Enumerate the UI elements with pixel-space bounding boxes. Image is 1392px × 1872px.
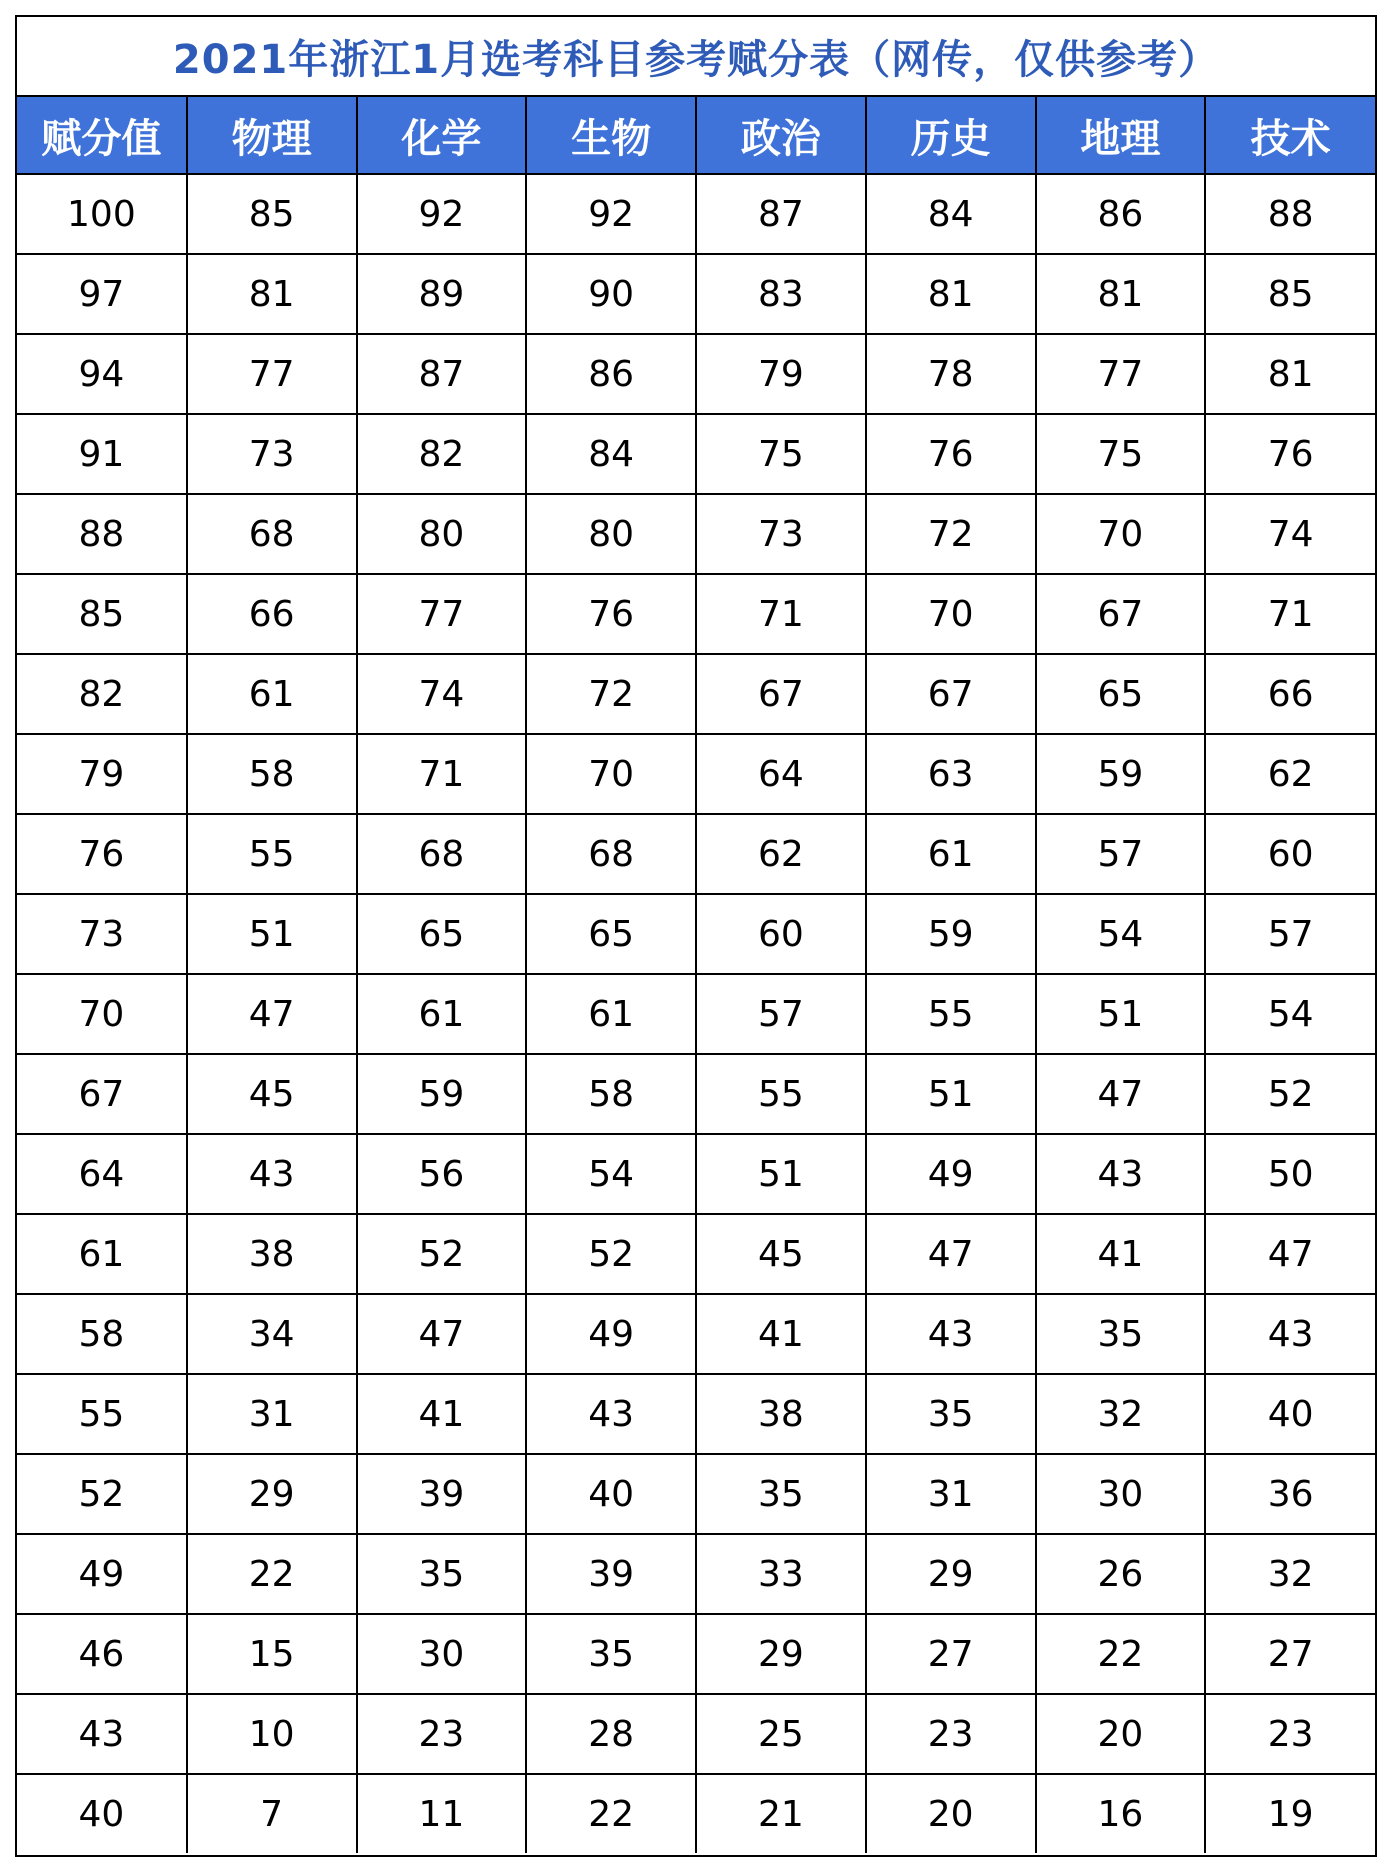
raw-score-cell: 49 (526, 1294, 696, 1374)
score-value-cell: 55 (17, 1374, 187, 1454)
raw-score-cell: 81 (1036, 254, 1206, 334)
raw-score-cell: 68 (187, 494, 357, 574)
raw-score-cell: 32 (1036, 1374, 1206, 1454)
raw-score-cell: 10 (187, 1694, 357, 1774)
raw-score-cell: 50 (1205, 1134, 1375, 1214)
raw-score-cell: 67 (696, 654, 866, 734)
raw-score-cell: 20 (866, 1774, 1036, 1853)
raw-score-cell: 67 (866, 654, 1036, 734)
table-row (17, 1774, 1375, 1853)
score-value-cell: 58 (17, 1294, 187, 1374)
raw-score-cell: 68 (357, 814, 527, 894)
raw-score-cell: 23 (357, 1694, 527, 1774)
raw-score-cell: 23 (1205, 1694, 1375, 1774)
raw-score-cell: 54 (526, 1134, 696, 1214)
raw-score-cell: 58 (187, 734, 357, 814)
raw-score-cell: 57 (1205, 894, 1375, 974)
table-row (17, 1214, 1375, 1294)
raw-score-cell: 59 (866, 894, 1036, 974)
raw-score-cell: 49 (866, 1134, 1036, 1214)
raw-score-cell: 21 (696, 1774, 866, 1853)
raw-score-cell: 63 (866, 734, 1036, 814)
raw-score-cell: 71 (357, 734, 527, 814)
raw-score-cell: 35 (357, 1534, 527, 1614)
score-value-cell: 64 (17, 1134, 187, 1214)
raw-score-cell: 81 (187, 254, 357, 334)
raw-score-cell: 51 (866, 1054, 1036, 1134)
raw-score-cell: 82 (357, 414, 527, 494)
column-header: 地理 (1036, 97, 1206, 174)
score-value-cell: 76 (17, 814, 187, 894)
raw-score-cell: 28 (526, 1694, 696, 1774)
score-table-sheet (15, 15, 1377, 1857)
score-value-cell: 100 (17, 174, 187, 254)
raw-score-cell: 43 (187, 1134, 357, 1214)
raw-score-cell: 90 (526, 254, 696, 334)
raw-score-cell: 39 (357, 1454, 527, 1534)
raw-score-cell: 80 (357, 494, 527, 574)
raw-score-cell: 43 (526, 1374, 696, 1454)
raw-score-cell: 70 (526, 734, 696, 814)
raw-score-cell: 88 (1205, 174, 1375, 254)
raw-score-cell: 61 (357, 974, 527, 1054)
table-row (17, 1614, 1375, 1694)
column-header: 化学 (357, 97, 527, 174)
raw-score-cell: 35 (526, 1614, 696, 1694)
raw-score-cell: 26 (1036, 1534, 1206, 1614)
raw-score-cell: 47 (357, 1294, 527, 1374)
raw-score-cell: 41 (357, 1374, 527, 1454)
raw-score-cell: 22 (1036, 1614, 1206, 1694)
raw-score-cell: 74 (1205, 494, 1375, 574)
raw-score-cell: 60 (1205, 814, 1375, 894)
raw-score-cell: 65 (1036, 654, 1206, 734)
score-value-cell: 97 (17, 254, 187, 334)
score-value-cell: 70 (17, 974, 187, 1054)
raw-score-cell: 71 (1205, 574, 1375, 654)
score-value-cell: 85 (17, 574, 187, 654)
raw-score-cell: 61 (187, 654, 357, 734)
raw-score-cell: 38 (187, 1214, 357, 1294)
score-value-cell: 46 (17, 1614, 187, 1694)
raw-score-cell: 51 (696, 1134, 866, 1214)
raw-score-cell: 45 (187, 1054, 357, 1134)
raw-score-cell: 65 (526, 894, 696, 974)
raw-score-cell: 25 (696, 1694, 866, 1774)
column-header: 政治 (696, 97, 866, 174)
raw-score-cell: 67 (1036, 574, 1206, 654)
raw-score-cell: 54 (1205, 974, 1375, 1054)
raw-score-cell: 29 (866, 1534, 1036, 1614)
raw-score-cell: 59 (357, 1054, 527, 1134)
raw-score-cell: 41 (696, 1294, 866, 1374)
raw-score-cell: 75 (696, 414, 866, 494)
raw-score-cell: 39 (526, 1534, 696, 1614)
raw-score-cell: 87 (357, 334, 527, 414)
score-value-cell: 43 (17, 1694, 187, 1774)
raw-score-cell: 68 (526, 814, 696, 894)
raw-score-cell: 85 (1205, 254, 1375, 334)
score-value-cell: 94 (17, 334, 187, 414)
raw-score-cell: 43 (1205, 1294, 1375, 1374)
table-row (17, 974, 1375, 1054)
table-title: 2021年浙江1月选考科目参考赋分表（网传，仅供参考） (17, 17, 1375, 97)
score-value-cell: 49 (17, 1534, 187, 1614)
raw-score-cell: 72 (866, 494, 1036, 574)
raw-score-cell: 81 (1205, 334, 1375, 414)
raw-score-cell: 72 (526, 654, 696, 734)
raw-score-cell: 76 (1205, 414, 1375, 494)
table-row (17, 734, 1375, 814)
score-value-cell: 91 (17, 414, 187, 494)
raw-score-cell: 40 (526, 1454, 696, 1534)
raw-score-cell: 64 (696, 734, 866, 814)
table-row (17, 1694, 1375, 1774)
table-row (17, 414, 1375, 494)
raw-score-cell: 34 (187, 1294, 357, 1374)
raw-score-cell: 54 (1036, 894, 1206, 974)
score-value-cell: 40 (17, 1774, 187, 1853)
raw-score-cell: 45 (696, 1214, 866, 1294)
raw-score-cell: 30 (1036, 1454, 1206, 1534)
raw-score-cell: 77 (1036, 334, 1206, 414)
raw-score-cell: 78 (866, 334, 1036, 414)
raw-score-cell: 47 (1205, 1214, 1375, 1294)
raw-score-cell: 47 (866, 1214, 1036, 1294)
table-row (17, 1294, 1375, 1374)
raw-score-cell: 56 (357, 1134, 527, 1214)
score-value-cell: 79 (17, 734, 187, 814)
table-row (17, 494, 1375, 574)
table-row (17, 654, 1375, 734)
raw-score-cell: 87 (696, 174, 866, 254)
score-value-cell: 82 (17, 654, 187, 734)
raw-score-cell: 31 (187, 1374, 357, 1454)
table-body (17, 174, 1375, 1853)
raw-score-cell: 47 (187, 974, 357, 1054)
raw-score-cell: 41 (1036, 1214, 1206, 1294)
table-row (17, 574, 1375, 654)
raw-score-cell: 76 (526, 574, 696, 654)
raw-score-cell: 60 (696, 894, 866, 974)
raw-score-cell: 51 (1036, 974, 1206, 1054)
raw-score-cell: 51 (187, 894, 357, 974)
raw-score-cell: 75 (1036, 414, 1206, 494)
column-header: 物理 (187, 97, 357, 174)
raw-score-cell: 85 (187, 174, 357, 254)
raw-score-cell: 61 (866, 814, 1036, 894)
column-header: 生物 (526, 97, 696, 174)
raw-score-cell: 59 (1036, 734, 1206, 814)
raw-score-cell: 36 (1205, 1454, 1375, 1534)
raw-score-cell: 32 (1205, 1534, 1375, 1614)
raw-score-cell: 92 (526, 174, 696, 254)
raw-score-cell: 92 (357, 174, 527, 254)
raw-score-cell: 80 (526, 494, 696, 574)
raw-score-cell: 52 (357, 1214, 527, 1294)
raw-score-cell: 35 (866, 1374, 1036, 1454)
raw-score-cell: 58 (526, 1054, 696, 1134)
raw-score-cell: 57 (696, 974, 866, 1054)
raw-score-cell: 16 (1036, 1774, 1206, 1853)
raw-score-cell: 55 (187, 814, 357, 894)
raw-score-cell: 62 (1205, 734, 1375, 814)
raw-score-cell: 29 (187, 1454, 357, 1534)
table-row (17, 1534, 1375, 1614)
table-row (17, 254, 1375, 334)
raw-score-cell: 73 (187, 414, 357, 494)
raw-score-cell: 77 (187, 334, 357, 414)
raw-score-cell: 29 (696, 1614, 866, 1694)
raw-score-cell: 47 (1036, 1054, 1206, 1134)
raw-score-cell: 66 (1205, 654, 1375, 734)
score-value-cell: 61 (17, 1214, 187, 1294)
column-header: 历史 (866, 97, 1036, 174)
raw-score-cell: 66 (187, 574, 357, 654)
table-row (17, 174, 1375, 254)
raw-score-cell: 22 (187, 1534, 357, 1614)
column-header: 赋分值 (17, 97, 187, 174)
raw-score-cell: 43 (1036, 1134, 1206, 1214)
score-value-cell: 88 (17, 494, 187, 574)
raw-score-cell: 7 (187, 1774, 357, 1853)
raw-score-cell: 35 (696, 1454, 866, 1534)
raw-score-cell: 30 (357, 1614, 527, 1694)
raw-score-cell: 52 (526, 1214, 696, 1294)
raw-score-cell: 38 (696, 1374, 866, 1454)
score-value-cell: 52 (17, 1454, 187, 1534)
table-row (17, 1054, 1375, 1134)
raw-score-cell: 84 (866, 174, 1036, 254)
raw-score-cell: 77 (357, 574, 527, 654)
table-row (17, 894, 1375, 974)
raw-score-cell: 86 (526, 334, 696, 414)
table-row (17, 814, 1375, 894)
raw-score-cell: 57 (1036, 814, 1206, 894)
raw-score-cell: 76 (866, 414, 1036, 494)
header-row (17, 97, 1375, 174)
raw-score-cell: 71 (696, 574, 866, 654)
table-row (17, 1454, 1375, 1534)
raw-score-cell: 15 (187, 1614, 357, 1694)
raw-score-cell: 89 (357, 254, 527, 334)
score-value-cell: 73 (17, 894, 187, 974)
raw-score-cell: 70 (1036, 494, 1206, 574)
raw-score-cell: 35 (1036, 1294, 1206, 1374)
raw-score-cell: 79 (696, 334, 866, 414)
raw-score-cell: 27 (866, 1614, 1036, 1694)
raw-score-cell: 55 (866, 974, 1036, 1054)
table-row (17, 334, 1375, 414)
raw-score-cell: 52 (1205, 1054, 1375, 1134)
score-conversion-table (17, 97, 1375, 1853)
raw-score-cell: 83 (696, 254, 866, 334)
score-value-cell: 67 (17, 1054, 187, 1134)
raw-score-cell: 22 (526, 1774, 696, 1853)
raw-score-cell: 20 (1036, 1694, 1206, 1774)
table-row (17, 1134, 1375, 1214)
raw-score-cell: 61 (526, 974, 696, 1054)
raw-score-cell: 70 (866, 574, 1036, 654)
raw-score-cell: 84 (526, 414, 696, 494)
raw-score-cell: 43 (866, 1294, 1036, 1374)
raw-score-cell: 73 (696, 494, 866, 574)
raw-score-cell: 11 (357, 1774, 527, 1853)
raw-score-cell: 19 (1205, 1774, 1375, 1853)
raw-score-cell: 74 (357, 654, 527, 734)
raw-score-cell: 86 (1036, 174, 1206, 254)
raw-score-cell: 62 (696, 814, 866, 894)
raw-score-cell: 23 (866, 1694, 1036, 1774)
raw-score-cell: 81 (866, 254, 1036, 334)
raw-score-cell: 33 (696, 1534, 866, 1614)
column-header: 技术 (1205, 97, 1375, 174)
raw-score-cell: 65 (357, 894, 527, 974)
raw-score-cell: 27 (1205, 1614, 1375, 1694)
raw-score-cell: 40 (1205, 1374, 1375, 1454)
table-row (17, 1374, 1375, 1454)
raw-score-cell: 31 (866, 1454, 1036, 1534)
raw-score-cell: 55 (696, 1054, 866, 1134)
